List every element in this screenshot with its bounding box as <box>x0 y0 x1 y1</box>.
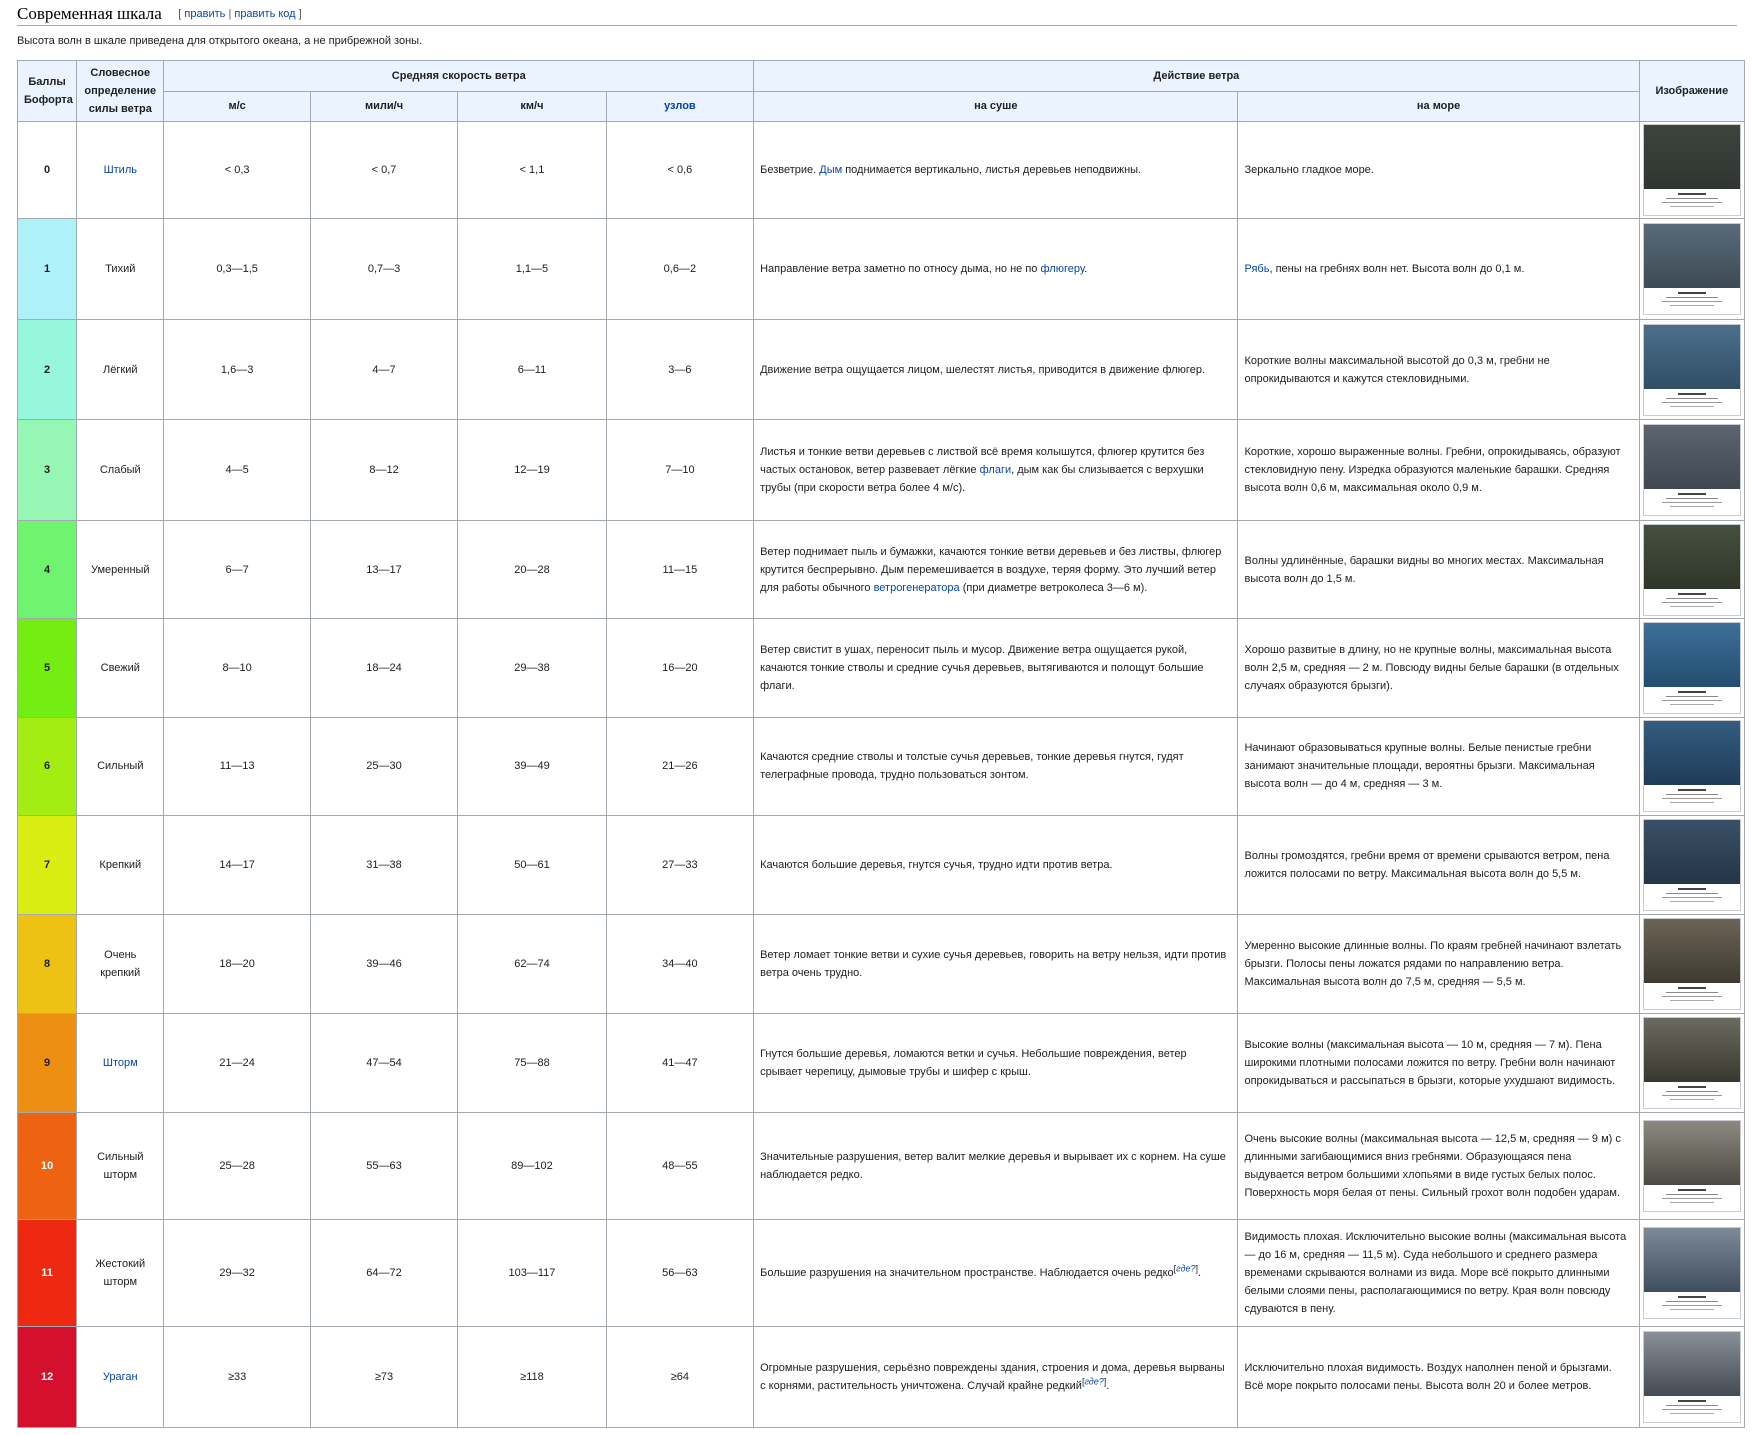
sea-text: Исключительно плохая видимость. Воздух наполнен пеной и брызгами. Всё море покрыто полосами пены. Высота волн 20 и более метров. <box>1244 1362 1612 1393</box>
sea-effect <box>1238 319 1639 419</box>
beaufort-force: 9 <box>18 1014 77 1113</box>
speed-mph: 4—7 <box>310 319 457 419</box>
wind-name-cell <box>77 717 164 815</box>
wind-image-cell <box>1639 319 1744 419</box>
sea-effect <box>1238 816 1639 914</box>
photo-caption-line <box>1670 305 1714 306</box>
speed-knots: 16—20 <box>606 619 753 717</box>
table-row <box>18 1219 1745 1326</box>
header-land: на суше <box>754 91 1238 122</box>
speed-mph: ≥73 <box>310 1327 457 1428</box>
photo-caption-line <box>1666 1301 1718 1302</box>
photo-caption-line <box>1678 493 1706 495</box>
photo-caption-line <box>1678 193 1706 195</box>
table-row <box>18 420 1745 520</box>
beaufort-force: 11 <box>18 1219 77 1326</box>
sea-effect <box>1238 1327 1639 1428</box>
wind-name-link[interactable]: Шторм <box>102 1057 138 1070</box>
wind-image-cell <box>1639 420 1744 520</box>
speed-mph: 0,7—3 <box>310 219 457 319</box>
beaufort-force: 12 <box>18 1327 77 1428</box>
speed-ms: < 0,3 <box>164 122 310 219</box>
land-text: (при диаметре ветроколеса 3—6 м). <box>959 581 1148 594</box>
land-link[interactable]: флаги <box>979 464 1012 477</box>
speed-knots: 27—33 <box>606 816 753 914</box>
photo-caption-line <box>1670 704 1714 705</box>
speed-kmh: 39—49 <box>458 717 606 815</box>
speed-kmh: 6—11 <box>458 319 606 419</box>
beaufort-force: 8 <box>18 914 77 1013</box>
speed-ms: 29—32 <box>164 1219 310 1326</box>
sea-photo <box>1644 224 1740 288</box>
wind-name-cell <box>77 1014 164 1113</box>
edit-link[interactable]: править <box>184 8 226 20</box>
land-effect <box>754 619 1238 717</box>
speed-knots: 21—26 <box>606 717 753 815</box>
photo-caption-line <box>1666 598 1718 599</box>
sea-photo-thumbnail[interactable] <box>1643 720 1741 812</box>
sea-photo <box>1644 125 1740 189</box>
citation-needed: [где?] <box>1081 1376 1107 1387</box>
photo-caption-line <box>1670 406 1714 407</box>
speed-knots: 7—10 <box>606 420 753 520</box>
land-text: Ветер ломает тонкие ветви и сухие сучья деревьев, говорить на ветру нельзя, идти против ветра очень трудно. <box>760 948 1227 979</box>
wind-name-cell <box>77 219 164 319</box>
sea-text: Зеркально гладкое море. <box>1244 164 1374 177</box>
sea-photo-thumbnail[interactable] <box>1643 819 1741 911</box>
sea-text: , пены на гребнях волн нет. Высота волн до 0,1 м. <box>1269 263 1525 276</box>
beaufort-force: 10 <box>18 1113 77 1219</box>
land-text: Безветрие. <box>760 164 820 177</box>
photo-caption-line <box>1678 888 1706 890</box>
land-text: Движение ветра ощущается лицом, шелестят листья, приводится в движение флюгер. <box>760 363 1205 376</box>
wind-image-cell <box>1639 717 1744 815</box>
beaufort-scale-table <box>17 60 1745 1428</box>
header-ms: м/с <box>164 91 310 122</box>
sea-photo <box>1644 623 1740 687</box>
speed-kmh: 1,1—5 <box>458 219 606 319</box>
sea-effect <box>1238 619 1639 717</box>
beaufort-force: 2 <box>18 319 77 419</box>
table-row <box>18 122 1745 219</box>
header-effect: Действие ветра <box>754 61 1640 92</box>
sea-photo <box>1644 325 1740 389</box>
photo-caption-line <box>1662 502 1722 503</box>
photo-caption-line <box>1666 297 1718 298</box>
photo-caption-line <box>1678 987 1706 989</box>
wind-name: Сильный шторм <box>97 1151 144 1182</box>
sea-effect <box>1238 1014 1639 1113</box>
sea-effect <box>1238 914 1639 1013</box>
land-text: поднимается вертикально, листья деревьев неподвижны. <box>842 164 1142 177</box>
sea-text: Волны удлинённые, барашки видны во многих местах. Максимальная высота волн до 1,5 м. <box>1244 554 1604 585</box>
wind-image-cell <box>1639 1327 1744 1428</box>
land-text: Направление ветра заметно по относу дыма, но не по <box>760 263 1041 276</box>
speed-knots: ≥64 <box>606 1327 753 1428</box>
sea-effect <box>1238 717 1639 815</box>
speed-mph: < 0,7 <box>310 122 457 219</box>
wind-name: Свежий <box>100 661 140 674</box>
sea-link[interactable]: Рябь <box>1244 263 1270 276</box>
photo-caption-line <box>1670 1000 1714 1001</box>
land-text: Огромные разрушения, серьёзно повреждены здания, строения и дома, деревья вырваны с корнями, растительность уничтожена. Случай крайне редкий <box>760 1362 1225 1393</box>
wind-image-cell <box>1639 520 1744 618</box>
sea-text: Высокие волны (максимальная высота — 10 м, средняя — 7 м). Пена широкими плотными полосами ложится по ветру. Гребни волн начинают опрокидываться и рассыпаться в брызги, которые ухудшают видимость. <box>1244 1039 1616 1088</box>
sea-photo-thumbnail[interactable] <box>1643 622 1741 714</box>
speed-kmh: 103—117 <box>458 1219 606 1326</box>
wind-name-cell <box>77 816 164 914</box>
photo-caption-line <box>1678 393 1706 395</box>
wind-image-cell <box>1639 219 1744 319</box>
land-text: Качаются большие деревья, гнутся сучья, трудно идти против ветра. <box>760 858 1113 871</box>
table-row <box>18 717 1745 815</box>
wind-name: Очень крепкий <box>100 948 141 979</box>
sea-photo <box>1644 1121 1740 1185</box>
sea-photo <box>1644 1332 1740 1396</box>
land-link[interactable]: ветрогенератора <box>873 581 960 594</box>
wind-name: Слабый <box>99 464 141 477</box>
speed-knots: 0,6—2 <box>606 219 753 319</box>
sea-text: Короткие волны максимальной высотой до 0,3 м, гребни не опрокидываются и кажутся стекловидными. <box>1244 354 1550 385</box>
sea-text: Короткие, хорошо выраженные волны. Гребни, опрокидываясь, образуют стекловидную пену. Изредка образуются маленькие барашки. Средняя высота волн 0,6 м, максимальная около 0,9 м. <box>1244 446 1621 495</box>
photo-caption-line <box>1670 506 1714 507</box>
speed-ms: 8—10 <box>164 619 310 717</box>
photo-caption-line <box>1670 901 1714 902</box>
header-knots <box>606 91 753 122</box>
speed-knots: 34—40 <box>606 914 753 1013</box>
wind-name-link[interactable]: Ураган <box>102 1371 138 1384</box>
land-text: . <box>1198 1267 1202 1280</box>
land-text: . <box>1106 1380 1110 1393</box>
sea-photo-thumbnail[interactable] <box>1643 918 1741 1010</box>
sea-text: Хорошо развитые в длину, но не крупные волны, максимальная высота волн 2,5 м, средняя — 2 м. Повсюду видны белые барашки (в отдельных случаях образуются брызги). <box>1244 643 1619 692</box>
wind-name: Крепкий <box>99 858 142 871</box>
header-beaufort: Баллы Бофорта <box>18 61 77 122</box>
land-text: , дым как бы слизывается с верхушки трубы (при скорости ветра более 4 м/с). <box>760 464 1204 495</box>
speed-mph: 31—38 <box>310 816 457 914</box>
speed-kmh: 29—38 <box>458 619 606 717</box>
land-effect <box>754 1219 1238 1326</box>
table-row <box>18 1113 1745 1219</box>
speed-ms: 4—5 <box>164 420 310 520</box>
photo-caption-line <box>1670 206 1714 207</box>
photo-caption-line <box>1662 1095 1722 1096</box>
beaufort-force: 7 <box>18 816 77 914</box>
land-text: Листья и тонкие ветви деревьев с листвой всё время колышутся, флюгер крутится без частых остановок, ветер развевает лёгкие <box>760 446 1205 477</box>
land-effect <box>754 319 1238 419</box>
wind-name-link[interactable]: Штиль <box>103 164 137 177</box>
speed-knots: 3—6 <box>606 319 753 419</box>
photo-caption-line <box>1678 292 1706 294</box>
photo-caption-line <box>1670 1202 1714 1203</box>
speed-ms: 0,3—1,5 <box>164 219 310 319</box>
sea-text: Умеренно высокие длинные волны. По краям гребней начинают взлетать брызги. Полосы пены ложатся рядами по направлению ветра. Максимальная высота волн до 7,5 м, средняя — 5,5 м. <box>1244 939 1622 988</box>
sea-text: Очень высокие волны (максимальная высота — 12,5 м, средняя — 9 м) с длинными загибающимися вниз гребнями. Образующаяся пена выдувается ветром большими хлопьями в виде густых белых полос. Поверхность моря белая от пены. Сильный грохот волн подобен ударам. <box>1244 1133 1621 1200</box>
photo-caption-line <box>1666 498 1718 499</box>
land-effect <box>754 122 1238 219</box>
photo-caption-line <box>1670 1309 1714 1310</box>
photo-caption-line <box>1666 696 1718 697</box>
land-text: Большие разрушения на значительном пространстве. Наблюдается очень редко <box>760 1267 1174 1280</box>
beaufort-force: 4 <box>18 520 77 618</box>
table-body <box>18 122 1745 1428</box>
header-definition: Словесное определение силы ветра <box>77 61 164 122</box>
knots-link[interactable]: узлов <box>664 100 696 113</box>
photo-caption-line <box>1662 798 1722 799</box>
speed-ms: ≥33 <box>164 1327 310 1428</box>
wind-name-cell <box>77 1327 164 1428</box>
photo-caption-line <box>1662 1409 1722 1410</box>
photo-caption-line <box>1662 602 1722 603</box>
sea-effect <box>1238 1219 1639 1326</box>
beaufort-force: 6 <box>18 717 77 815</box>
wind-image-cell <box>1639 1014 1744 1113</box>
sea-photo-thumbnail[interactable] <box>1643 424 1741 516</box>
speed-mph: 13—17 <box>310 520 457 618</box>
sea-effect <box>1238 122 1639 219</box>
land-effect <box>754 914 1238 1013</box>
land-effect <box>754 1113 1238 1219</box>
sea-text: Начинают образовываться крупные волны. Белые пенистые гребни занимают значительные площади, вероятны брызги. Максимальная высота волн — до 4 м, средняя — 3 м. <box>1244 742 1595 791</box>
photo-caption-line <box>1662 897 1722 898</box>
table-row <box>18 319 1745 419</box>
edit-separator: | <box>228 8 232 20</box>
sea-photo <box>1644 919 1740 983</box>
speed-kmh: 20—28 <box>458 520 606 618</box>
land-link[interactable]: флюгеру <box>1040 263 1085 276</box>
wind-image-cell <box>1639 914 1744 1013</box>
sea-photo-thumbnail[interactable] <box>1643 524 1741 616</box>
land-text: Качаются средние стволы и толстые сучья деревьев, тонкие деревья гнутся, гудят телеграфные провода, трудно пользоваться зонтом. <box>760 751 1184 782</box>
wind-name: Сильный <box>97 760 144 773</box>
citation-needed: [где?] <box>1173 1263 1199 1274</box>
sea-photo-thumbnail[interactable] <box>1643 223 1741 315</box>
table-row <box>18 520 1745 618</box>
wind-name: Жестокий шторм <box>95 1258 146 1289</box>
header-image: Изображение <box>1639 61 1744 122</box>
speed-ms: 18—20 <box>164 914 310 1013</box>
wind-image-cell <box>1639 1219 1744 1326</box>
speed-ms: 14—17 <box>164 816 310 914</box>
speed-knots: 48—55 <box>606 1113 753 1219</box>
land-effect <box>754 1014 1238 1113</box>
photo-caption-line <box>1678 593 1706 595</box>
speed-ms: 21—24 <box>164 1014 310 1113</box>
photo-caption-line <box>1666 1405 1718 1406</box>
photo-caption-line <box>1678 789 1706 791</box>
table-row <box>18 1327 1745 1428</box>
speed-kmh: 50—61 <box>458 816 606 914</box>
photo-caption-line <box>1678 691 1706 693</box>
land-effect <box>754 420 1238 520</box>
sea-photo-thumbnail[interactable] <box>1643 1017 1741 1109</box>
edit-bracket-close: ] <box>298 8 302 20</box>
speed-ms: 11—13 <box>164 717 310 815</box>
sea-effect <box>1238 1113 1639 1219</box>
sea-photo-thumbnail[interactable] <box>1643 124 1741 216</box>
beaufort-force: 1 <box>18 219 77 319</box>
table-row <box>18 816 1745 914</box>
sea-photo-thumbnail[interactable] <box>1643 1227 1741 1319</box>
photo-caption-line <box>1678 1086 1706 1088</box>
land-effect <box>754 717 1238 815</box>
photo-caption-line <box>1666 1194 1718 1195</box>
speed-kmh: < 1,1 <box>458 122 606 219</box>
wind-image-cell <box>1639 122 1744 219</box>
sea-text: Волны громоздятся, гребни время от времени срываются ветром, пена ложится полосами по ветру. Максимальная высота волн до 5,5 м. <box>1244 849 1610 880</box>
wind-name-cell <box>77 520 164 618</box>
photo-caption-line <box>1662 1305 1722 1306</box>
speed-ms: 6—7 <box>164 520 310 618</box>
land-effect <box>754 520 1238 618</box>
photo-caption-line <box>1662 202 1722 203</box>
photo-caption-line <box>1662 700 1722 701</box>
section-heading-bar <box>17 3 1737 26</box>
photo-caption-line <box>1678 1296 1706 1298</box>
sea-photo-thumbnail[interactable] <box>1643 324 1741 416</box>
wind-name: Лёгкий <box>103 363 138 376</box>
sea-effect <box>1238 420 1639 520</box>
photo-caption-line <box>1666 198 1718 199</box>
land-text: Ветер поднимает пыль и бумажки, качаются тонкие ветви деревьев и без листвы, флюгер крутится беспрерывно. Дым перемешивается в воздухе, теряя форму. Это лучший ветер для работы обычного <box>760 545 1222 594</box>
citation-link[interactable]: где? <box>1176 1263 1196 1274</box>
land-text: Гнутся большие деревья, ломаются ветки и сучья. Небольшие повреждения, ветер срывает черепицу, дымовые трубы и шифер с крыш. <box>760 1048 1187 1079</box>
speed-knots: < 0,6 <box>606 122 753 219</box>
speed-mph: 8—12 <box>310 420 457 520</box>
citation-link[interactable]: где? <box>1084 1376 1104 1387</box>
photo-caption-line <box>1678 1400 1706 1402</box>
photo-caption-line <box>1662 301 1722 302</box>
sea-effect <box>1238 219 1639 319</box>
sea-photo-thumbnail[interactable] <box>1643 1120 1741 1212</box>
wind-name-cell <box>77 619 164 717</box>
wind-name-cell <box>77 319 164 419</box>
sea-photo <box>1644 1228 1740 1292</box>
wind-name-cell <box>77 1113 164 1219</box>
photo-caption-line <box>1666 794 1718 795</box>
sea-photo <box>1644 820 1740 884</box>
land-link[interactable]: Дым <box>819 164 843 177</box>
edit-section-links <box>178 3 301 25</box>
sea-photo <box>1644 425 1740 489</box>
header-sea: на море <box>1238 91 1639 122</box>
table-row <box>18 619 1745 717</box>
sea-photo-thumbnail[interactable] <box>1643 1331 1741 1423</box>
land-text: Значительные разрушения, ветер валит мелкие деревья и вырывает их с корнем. На суше наблюдается редко. <box>760 1151 1226 1182</box>
land-effect <box>754 219 1238 319</box>
speed-ms: 1,6—3 <box>164 319 310 419</box>
sea-text: Видимость плохая. Исключительно высокие волны (максимальная высота — до 16 м, средняя — 11,5 м). Суда небольшого и среднего размера временами скрываются волнами из вида. Море всё покрыто длинными белыми слоями пены, располагающимися по ветру. Края волн повсюду сдуваются в пену. <box>1244 1231 1627 1316</box>
photo-caption-line <box>1666 893 1718 894</box>
speed-mph: 18—24 <box>310 619 457 717</box>
land-effect <box>754 1327 1238 1428</box>
table-row <box>18 219 1745 319</box>
photo-caption-line <box>1666 398 1718 399</box>
speed-kmh: 62—74 <box>458 914 606 1013</box>
wind-image-cell <box>1639 1113 1744 1219</box>
edit-bracket-open: [ <box>178 8 182 20</box>
wind-image-cell <box>1639 816 1744 914</box>
speed-knots: 41—47 <box>606 1014 753 1113</box>
speed-kmh: 75—88 <box>458 1014 606 1113</box>
wind-name-cell <box>77 122 164 219</box>
wind-name: Умеренный <box>90 563 150 576</box>
photo-caption-line <box>1670 606 1714 607</box>
sea-photo <box>1644 1018 1740 1082</box>
speed-kmh: 89—102 <box>458 1113 606 1219</box>
table-row <box>18 1014 1745 1113</box>
land-effect <box>754 816 1238 914</box>
speed-mph: 55—63 <box>310 1113 457 1219</box>
wind-name: Тихий <box>105 263 136 276</box>
section-title: Современная шкала <box>17 4 162 23</box>
photo-caption-line <box>1670 1413 1714 1414</box>
beaufort-force: 3 <box>18 420 77 520</box>
land-text: . <box>1084 263 1088 276</box>
speed-mph: 47—54 <box>310 1014 457 1113</box>
speed-kmh: 12—19 <box>458 420 606 520</box>
speed-knots: 56—63 <box>606 1219 753 1326</box>
speed-ms: 25—28 <box>164 1113 310 1219</box>
wind-name-cell <box>77 420 164 520</box>
sea-photo <box>1644 721 1740 785</box>
sea-effect <box>1238 520 1639 618</box>
ocean-note: Высота волн в шкале приведена для открытого океана, а не прибрежной зоны. <box>17 35 423 47</box>
beaufort-force: 0 <box>18 122 77 219</box>
speed-kmh: ≥118 <box>458 1327 606 1428</box>
photo-caption-line <box>1670 802 1714 803</box>
header-avg-speed: Средняя скорость ветра <box>164 61 754 92</box>
photo-caption-line <box>1670 1099 1714 1100</box>
photo-caption-line <box>1662 402 1722 403</box>
speed-knots: 11—15 <box>606 520 753 618</box>
wind-name-cell <box>77 914 164 1013</box>
edit-code-link[interactable]: править код <box>234 8 296 20</box>
photo-caption-line <box>1666 992 1718 993</box>
speed-mph: 64—72 <box>310 1219 457 1326</box>
speed-mph: 39—46 <box>310 914 457 1013</box>
sea-photo <box>1644 525 1740 589</box>
photo-caption-line <box>1662 1198 1722 1199</box>
wind-image-cell <box>1639 619 1744 717</box>
speed-mph: 25—30 <box>310 717 457 815</box>
land-text: Ветер свистит в ушах, переносит пыль и мусор. Движение ветра ощущается рукой, качаются тонкие стволы и средние сучья деревьев, вытягиваются и полощут большие флаги. <box>760 643 1204 692</box>
beaufort-force: 5 <box>18 619 77 717</box>
photo-caption-line <box>1678 1189 1706 1191</box>
header-mph: мили/ч <box>310 91 457 122</box>
photo-caption-line <box>1666 1091 1718 1092</box>
header-kmh: км/ч <box>458 91 606 122</box>
wind-name-cell <box>77 1219 164 1326</box>
table-row <box>18 914 1745 1013</box>
photo-caption-line <box>1662 996 1722 997</box>
